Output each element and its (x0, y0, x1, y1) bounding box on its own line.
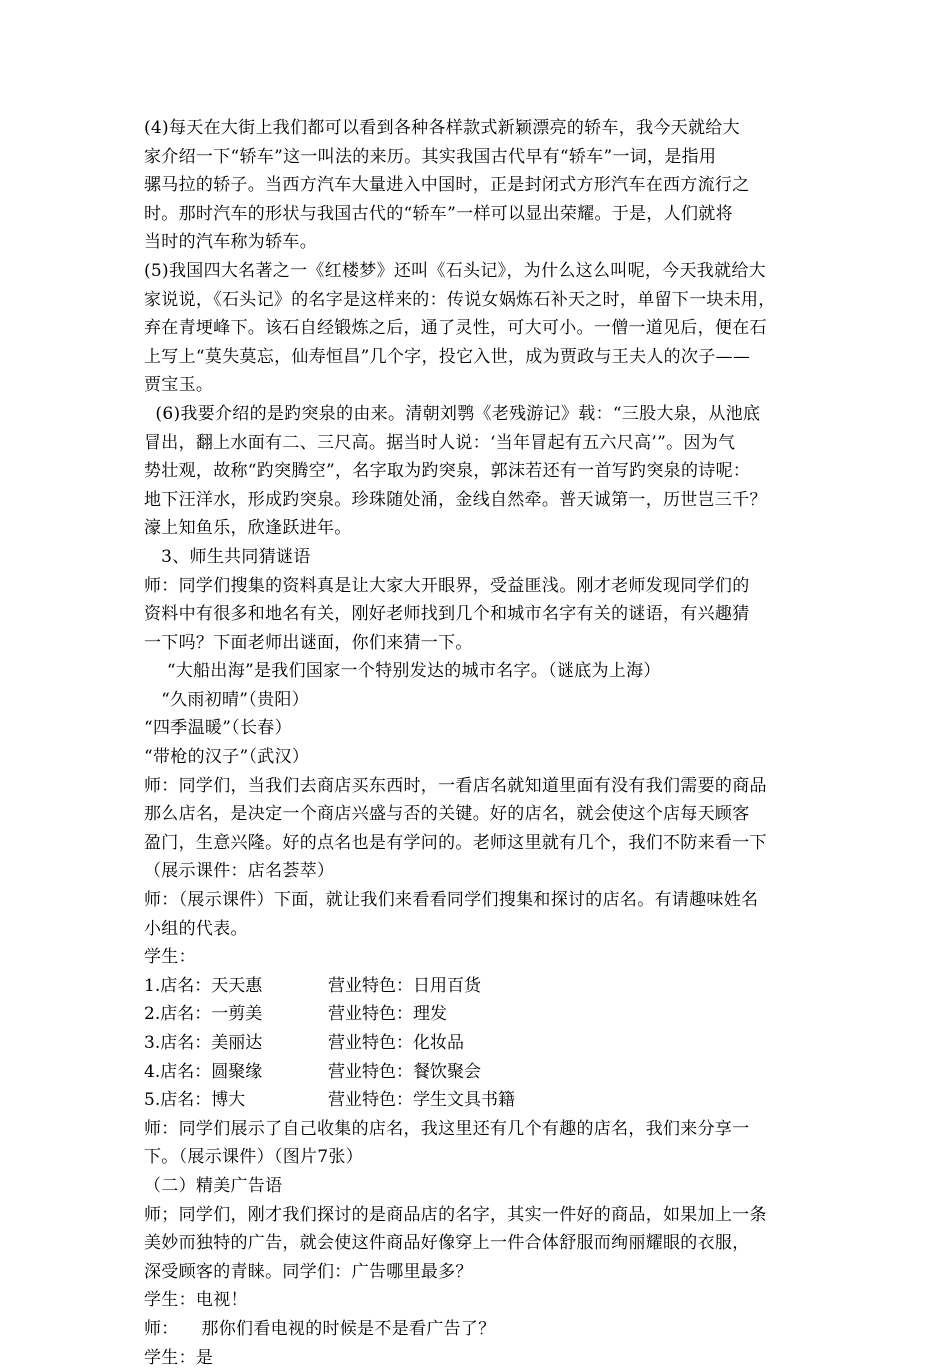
text-line: 弃在青埂峰下。该石自经锻炼之后，通了灵性，可大可小。一僧一道见后，便在石 (144, 318, 767, 339)
shop-name: 1.店名：天天惠 (144, 975, 263, 996)
shop-name: 5.店名：博大 (144, 1090, 246, 1111)
riddle-line: “四季温暖”（长春） (144, 718, 292, 739)
text-line: 家介绍一下“轿车”这一叫法的来历。其实我国古代早有“轿车”一词，是指用 (144, 146, 717, 167)
text-block-b (144, 1115, 810, 1372)
text-line: 盈门，生意兴隆。好的点名也是有学问的。老师这里就有几个，我们不防来看一下 (144, 832, 767, 853)
section-heading: 3、师生共同猜谜语 (144, 546, 311, 567)
text-line: 时。那时汽车的形状与我国古代的“轿车”一样可以显出荣耀。于是，人们就将 (144, 203, 733, 224)
text-line: 势壮观，故称“趵突腾空”，名字取为趵突泉，郭沫若还有一首写趵突泉的诗呢： (144, 461, 751, 482)
text-line: 冒出，翻上水面有二、三尺高。据当时人说：‘当年冒起有五六尺高’”。因为气 (144, 432, 736, 453)
riddle-line: “带枪的汉子”（武汉） (144, 747, 310, 768)
text-line: 当时的汽车称为轿车。 (144, 232, 317, 253)
text-line: 地下汪洋水，形成趵突泉。珍珠随处涌，金线自然牵。普天诚第一，历世岂三千？ (144, 489, 767, 510)
text-line: 师： 那你们看电视的时候是不是看广告了？ (144, 1318, 496, 1339)
text-line: 学生：是 (144, 1347, 214, 1368)
text-line: 学生：电视！ (144, 1290, 248, 1311)
text-line: 学生： (144, 947, 196, 968)
shop-feature: 营业特色：日用百货 (328, 975, 481, 996)
text-line: 深受顾客的青睐。同学们：广告哪里最多？ (144, 1261, 473, 1282)
text-line: 美妙而独特的广告，就会使这件商品好像穿上一件合体舒服而绚丽耀眼的衣服， (144, 1233, 750, 1254)
list-item (144, 972, 810, 1001)
text-line: 资料中有很多和地名有关，刚好老师找到几个和城市名字有关的谜语，有兴趣猜 (144, 604, 750, 625)
list-item (144, 1058, 810, 1087)
shop-feature: 营业特色：餐饮聚会 (328, 1061, 481, 1082)
text-line: (6)我要介绍的是趵突泉的由来。清朝刘鹗《老残游记》载：“三股大泉，从池底 (144, 403, 761, 424)
shop-name: 2.店名：一剪美 (144, 1004, 263, 1025)
text-line: (4)每天在大街上我们都可以看到各种各样款式新颖漂亮的轿车，我今天就给大 (144, 118, 740, 138)
shop-feature: 营业特色：学生文具书籍 (328, 1090, 515, 1111)
shop-feature: 营业特色：理发 (328, 1004, 447, 1025)
text-line: 小组的代表。 (144, 918, 248, 939)
text-line: 师：同学们搜集的资料真是让大家大开眼界，受益匪浅。刚才老师发现同学们的 (144, 575, 750, 596)
list-item (144, 1029, 810, 1058)
text-line: 一下吗？下面老师出谜面，你们来猜一下。 (144, 632, 473, 653)
shop-name: 3.店名：美丽达 (144, 1033, 263, 1053)
riddle-line: “大船出海”是我们国家一个特别发达的城市名字。（谜底为上海） (144, 661, 661, 682)
text-line: 家说说，《石头记》的名字是这样来的：传说女娲炼石补天之时，单留下一块未用， (144, 289, 776, 310)
shop-name: 4.店名：圆聚缘 (144, 1061, 263, 1082)
document-page (144, 114, 810, 1372)
text-line: 上写上“莫失莫忘，仙寿恒昌”几个字，投它入世，成为贾政与王夫人的次子—— (144, 346, 751, 367)
text-line: 师：同学们展示了自己收集的店名，我这里还有几个有趣的店名，我们来分享一 (144, 1118, 750, 1139)
text-block-a (144, 114, 810, 972)
list-item (144, 1086, 810, 1115)
text-line: 师：同学们，当我们去商店买东西时，一看店名就知道里面有没有我们需要的商品 (144, 775, 767, 796)
text-line: 师；同学们，刚才我们探讨的是商品店的名字，其实一件好的商品，如果加上一条 (144, 1204, 767, 1225)
riddle-line: “久雨初晴”（贵阳） (144, 689, 309, 710)
text-line: 师：（展示课件）下面，就让我们来看看同学们搜集和探讨的店名。有请趣味姓名 (144, 890, 759, 911)
text-line: 濠上知鱼乐，欣逢跃进年。 (144, 518, 352, 539)
shop-list (144, 972, 810, 1115)
list-item (144, 1000, 810, 1029)
text-line: 贾宝玉。 (144, 375, 214, 396)
text-line: (5)我国四大名著之一《红楼梦》还叫《石头记》，为什么这么叫呢，今天我就给大 (144, 260, 766, 281)
text-line: 下。（展示课件）（图片7张） (144, 1147, 364, 1168)
section-heading: （二）精美广告语 (144, 1175, 283, 1196)
text-line: （展示课件：店名荟萃） (144, 861, 335, 882)
text-line: 骡马拉的轿子。当西方汽车大量进入中国时，正是封闭式方形汽车在西方流行之 (144, 175, 750, 196)
shop-feature: 营业特色：化妆品 (328, 1033, 464, 1053)
text-line: 那么店名，是决定一个商店兴盛与否的关键。好的店名，就会使这个店每天顾客 (144, 804, 750, 825)
